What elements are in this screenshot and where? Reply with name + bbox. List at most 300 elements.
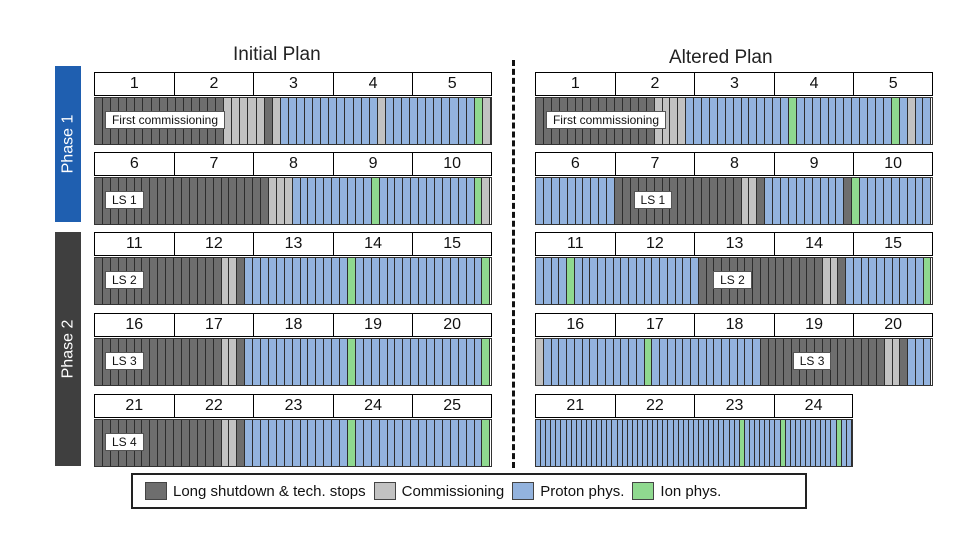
- schedule-segment: [552, 339, 560, 385]
- schedule-segment: [792, 258, 800, 304]
- year-cell: 4: [774, 72, 854, 96]
- schedule-segment: [900, 178, 908, 224]
- schedule-segment: [847, 420, 852, 466]
- schedule-segment: [583, 178, 591, 224]
- schedule-segment: [552, 178, 560, 224]
- schedule-segment: [761, 258, 769, 304]
- legend-swatch-commissioning: [374, 482, 396, 500]
- year-cell: 17: [615, 313, 695, 337]
- schedule-segment: [710, 178, 718, 224]
- schedule-segment: [893, 339, 901, 385]
- legend-item-shutdown: [145, 482, 366, 500]
- schedule-segment: [410, 98, 418, 144]
- schedule-segment: [435, 178, 443, 224]
- schedule-segment: [285, 420, 293, 466]
- schedule-segment: [813, 178, 821, 224]
- schedule-segment: [885, 339, 893, 385]
- schedule-segment: [253, 420, 261, 466]
- year-cell: 4: [333, 72, 413, 96]
- schedule-segment: [836, 178, 844, 224]
- schedule-segment: [427, 178, 435, 224]
- schedule-segment: [293, 420, 301, 466]
- initial-schedule-band-5: [94, 419, 492, 467]
- schedule-segment: [776, 339, 784, 385]
- initial-year-row-5: [94, 394, 492, 418]
- schedule-segment: [753, 258, 761, 304]
- year-cell: 3: [694, 72, 774, 96]
- schedule-segment: [877, 258, 885, 304]
- legend-label-ion: Ion phys.: [660, 482, 722, 500]
- schedule-segment: [769, 339, 777, 385]
- schedule-segment: [158, 258, 166, 304]
- schedule-segment: [742, 178, 750, 224]
- schedule-segment: [575, 339, 583, 385]
- schedule-segment: [301, 258, 309, 304]
- schedule-segment: [403, 420, 411, 466]
- schedule-segment: [364, 178, 372, 224]
- schedule-segment: [916, 339, 924, 385]
- schedule-segment: [345, 98, 353, 144]
- schedule-segment: [699, 339, 707, 385]
- schedule-segment: [380, 420, 388, 466]
- legend: [131, 473, 807, 509]
- year-cell: 17: [174, 313, 254, 337]
- year-cell: 6: [535, 152, 615, 176]
- schedule-segment: [868, 178, 876, 224]
- schedule-segment: [660, 339, 668, 385]
- schedule-segment: [467, 420, 475, 466]
- schedule-segment: [869, 339, 877, 385]
- schedule-segment: [150, 258, 158, 304]
- schedule-segment: [660, 258, 668, 304]
- schedule-segment: [781, 98, 789, 144]
- schedule-segment: [718, 178, 726, 224]
- schedule-segment: [356, 420, 364, 466]
- schedule-segment: [583, 258, 591, 304]
- schedule-segment: [364, 339, 372, 385]
- schedule-segment: [362, 98, 370, 144]
- year-cell: 13: [253, 232, 333, 256]
- schedule-segment: [869, 258, 877, 304]
- schedule-segment: [388, 258, 396, 304]
- schedule-segment: [332, 178, 340, 224]
- schedule-segment: [305, 98, 313, 144]
- legend-swatch-proton: [512, 482, 534, 500]
- schedule-segment: [237, 339, 245, 385]
- schedule-segment: [702, 178, 710, 224]
- schedule-segment: [95, 98, 103, 144]
- schedule-segment: [277, 420, 285, 466]
- schedule-segment: [536, 339, 544, 385]
- year-cell: 24: [774, 394, 854, 418]
- schedule-segment: [559, 339, 567, 385]
- initial-year-row-2: [94, 152, 492, 176]
- initial-schedule-band-2: [94, 177, 492, 225]
- schedule-segment: [324, 420, 332, 466]
- schedule-segment: [388, 420, 396, 466]
- schedule-segment: [443, 178, 451, 224]
- schedule-segment: [402, 98, 410, 144]
- schedule-segment: [277, 258, 285, 304]
- schedule-segment: [411, 420, 419, 466]
- schedule-segment: [150, 420, 158, 466]
- schedule-segment: [459, 178, 467, 224]
- year-cell: 15: [412, 232, 492, 256]
- schedule-segment: [450, 98, 458, 144]
- schedule-segment: [599, 178, 607, 224]
- schedule-segment: [838, 339, 846, 385]
- schedule-segment: [158, 339, 166, 385]
- schedule-segment: [637, 339, 645, 385]
- schedule-segment: [403, 178, 411, 224]
- schedule-segment: [182, 178, 190, 224]
- year-cell: 6: [94, 152, 174, 176]
- year-cell: 18: [694, 313, 774, 337]
- schedule-segment: [269, 258, 277, 304]
- schedule-segment: [150, 178, 158, 224]
- schedule-segment: [386, 98, 394, 144]
- schedule-segment: [372, 420, 380, 466]
- schedule-segment: [395, 420, 403, 466]
- schedule-segment: [174, 178, 182, 224]
- schedule-segment: [482, 178, 490, 224]
- schedule-segment: [576, 178, 584, 224]
- schedule-segment: [418, 98, 426, 144]
- schedule-segment: [583, 339, 591, 385]
- schedule-segment: [229, 420, 237, 466]
- schedule-segment: [301, 178, 309, 224]
- schedule-segment: [807, 258, 815, 304]
- schedule-segment: [332, 420, 340, 466]
- schedule-segment: [166, 420, 174, 466]
- schedule-segment: [742, 98, 750, 144]
- schedule-segment: [293, 178, 301, 224]
- schedule-segment: [699, 258, 707, 304]
- altered-plan-title: Altered Plan: [669, 47, 773, 68]
- schedule-segment: [459, 98, 467, 144]
- schedule-segment: [237, 420, 245, 466]
- schedule-segment: [749, 98, 757, 144]
- schedule-segment: [483, 98, 491, 144]
- schedule-segment: [166, 339, 174, 385]
- schedule-segment: [372, 178, 380, 224]
- schedule-segment: [356, 339, 364, 385]
- schedule-segment: [868, 98, 876, 144]
- schedule-segment: [482, 339, 490, 385]
- year-cell: 25: [412, 394, 492, 418]
- altered-year-row-5: [535, 394, 853, 418]
- schedule-segment: [821, 178, 829, 224]
- schedule-segment: [198, 339, 206, 385]
- initial-schedule-band-3: [94, 257, 492, 305]
- schedule-segment: [316, 258, 324, 304]
- year-cell: 12: [174, 232, 254, 256]
- schedule-segment: [606, 339, 614, 385]
- schedule-segment: [607, 178, 615, 224]
- schedule-segment: [308, 178, 316, 224]
- schedule-segment: [356, 258, 364, 304]
- schedule-segment: [224, 98, 232, 144]
- schedule-segment: [714, 339, 722, 385]
- year-cell: 5: [853, 72, 933, 96]
- schedule-segment: [885, 258, 893, 304]
- schedule-segment: [844, 178, 852, 224]
- schedule-segment: [198, 420, 206, 466]
- schedule-segment: [237, 178, 245, 224]
- legend-label-proton: Proton phys.: [540, 482, 625, 500]
- schedule-segment: [475, 339, 483, 385]
- year-cell: 20: [412, 313, 492, 337]
- schedule-segment: [269, 420, 277, 466]
- schedule-segment: [222, 258, 230, 304]
- schedule-segment: [846, 258, 854, 304]
- schedule-segment: [797, 98, 805, 144]
- schedule-segment: [459, 420, 467, 466]
- schedule-segment: [427, 420, 435, 466]
- schedule-segment: [395, 258, 403, 304]
- year-cell: 2: [615, 72, 695, 96]
- schedule-segment: [419, 339, 427, 385]
- schedule-segment: [730, 339, 738, 385]
- schedule-segment: [459, 258, 467, 304]
- year-cell: 18: [253, 313, 333, 337]
- schedule-segment: [301, 420, 309, 466]
- schedule-segment: [854, 258, 862, 304]
- schedule-segment: [683, 339, 691, 385]
- schedule-segment: [757, 178, 765, 224]
- schedule-segment: [823, 258, 831, 304]
- schedule-segment: [745, 339, 753, 385]
- schedule-segment: [232, 98, 240, 144]
- schedule-segment: [536, 258, 544, 304]
- schedule-segment: [467, 178, 475, 224]
- schedule-segment: [884, 98, 892, 144]
- schedule-segment: [316, 420, 324, 466]
- schedule-segment: [281, 98, 289, 144]
- schedule-segment: [340, 420, 348, 466]
- schedule-segment: [614, 339, 622, 385]
- legend-label-shutdown: Long shutdown & tech. stops: [173, 482, 366, 500]
- schedule-segment: [419, 258, 427, 304]
- schedule-segment: [702, 98, 710, 144]
- schedule-segment: [475, 258, 483, 304]
- schedule-segment: [854, 339, 862, 385]
- schedule-segment: [614, 258, 622, 304]
- schedule-segment: [559, 258, 567, 304]
- schedule-segment: [245, 339, 253, 385]
- schedule-segment: [348, 178, 356, 224]
- schedule-segment: [378, 98, 386, 144]
- schedule-segment: [734, 98, 742, 144]
- schedule-segment: [285, 258, 293, 304]
- schedule-segment: [174, 258, 182, 304]
- schedule-segment: [166, 258, 174, 304]
- year-cell: 11: [94, 232, 174, 256]
- schedule-segment: [862, 258, 870, 304]
- schedule-segment: [797, 178, 805, 224]
- schedule-segment: [356, 178, 364, 224]
- year-cell: 16: [535, 313, 615, 337]
- schedule-segment: [831, 258, 839, 304]
- year-cell: 20: [853, 313, 933, 337]
- year-cell: 5: [412, 72, 492, 96]
- legend-item-proton: [512, 482, 624, 500]
- schedule-segment: [923, 98, 931, 144]
- schedule-segment: [908, 339, 916, 385]
- schedule-segment: [380, 339, 388, 385]
- schedule-segment: [629, 339, 637, 385]
- schedule-segment: [269, 339, 277, 385]
- schedule-segment: [443, 339, 451, 385]
- schedule-segment: [253, 258, 261, 304]
- schedule-segment: [789, 98, 797, 144]
- schedule-segment: [908, 98, 916, 144]
- plan-divider: [512, 60, 515, 468]
- altered-period-label: First commissioning: [546, 111, 666, 129]
- schedule-segment: [686, 178, 694, 224]
- altered-period-label: LS 2: [713, 271, 752, 289]
- schedule-segment: [621, 258, 629, 304]
- schedule-segment: [623, 178, 631, 224]
- altered-year-row-3: [535, 232, 933, 256]
- schedule-segment: [293, 258, 301, 304]
- altered-schedule-band-5: [535, 419, 853, 467]
- schedule-segment: [652, 258, 660, 304]
- schedule-segment: [411, 258, 419, 304]
- altered-schedule-band-4: [535, 338, 933, 386]
- schedule-segment: [800, 258, 808, 304]
- schedule-segment: [893, 258, 901, 304]
- schedule-segment: [734, 178, 742, 224]
- schedule-segment: [916, 178, 924, 224]
- schedule-segment: [190, 339, 198, 385]
- year-cell: 19: [333, 313, 413, 337]
- schedule-segment: [395, 339, 403, 385]
- schedule-segment: [467, 98, 475, 144]
- phase-2-label: Phase 2: [59, 319, 76, 379]
- year-cell: 13: [694, 232, 774, 256]
- schedule-segment: [761, 339, 769, 385]
- schedule-segment: [324, 178, 332, 224]
- schedule-segment: [348, 258, 356, 304]
- schedule-segment: [426, 98, 434, 144]
- year-cell: 9: [333, 152, 413, 176]
- phase-1-bar: [55, 66, 81, 222]
- altered-period-label: LS 3: [793, 352, 832, 370]
- year-cell: 10: [412, 152, 492, 176]
- schedule-segment: [591, 178, 599, 224]
- year-cell: 9: [774, 152, 854, 176]
- schedule-segment: [852, 98, 860, 144]
- schedule-segment: [475, 98, 483, 144]
- year-cell: 22: [174, 394, 254, 418]
- year-cell: 12: [615, 232, 695, 256]
- schedule-segment: [348, 420, 356, 466]
- phase-1-label: Phase 1: [59, 114, 76, 174]
- schedule-segment: [229, 258, 237, 304]
- schedule-segment: [95, 420, 103, 466]
- schedule-segment: [265, 98, 273, 144]
- schedule-segment: [765, 98, 773, 144]
- schedule-segment: [372, 258, 380, 304]
- schedule-segment: [158, 420, 166, 466]
- schedule-segment: [784, 258, 792, 304]
- schedule-segment: [637, 258, 645, 304]
- schedule-segment: [166, 178, 174, 224]
- schedule-segment: [805, 98, 813, 144]
- schedule-segment: [560, 178, 568, 224]
- schedule-segment: [598, 258, 606, 304]
- year-cell: 7: [615, 152, 695, 176]
- schedule-segment: [451, 420, 459, 466]
- year-cell: 15: [853, 232, 933, 256]
- schedule-segment: [324, 339, 332, 385]
- legend-swatch-ion: [632, 482, 654, 500]
- schedule-segment: [332, 258, 340, 304]
- schedule-segment: [222, 339, 230, 385]
- initial-year-row-1: [94, 72, 492, 96]
- altered-period-label: LS 1: [634, 191, 673, 209]
- schedule-segment: [214, 420, 222, 466]
- schedule-segment: [289, 98, 297, 144]
- schedule-segment: [726, 98, 734, 144]
- schedule-segment: [285, 178, 293, 224]
- schedule-segment: [285, 339, 293, 385]
- schedule-segment: [678, 98, 686, 144]
- altered-year-row-1: [535, 72, 933, 96]
- year-cell: 21: [535, 394, 615, 418]
- year-cell: 10: [853, 152, 933, 176]
- schedule-segment: [908, 258, 916, 304]
- schedule-segment: [645, 258, 653, 304]
- schedule-segment: [451, 339, 459, 385]
- schedule-segment: [776, 258, 784, 304]
- schedule-segment: [691, 258, 699, 304]
- schedule-segment: [590, 258, 598, 304]
- schedule-segment: [475, 420, 483, 466]
- schedule-segment: [691, 339, 699, 385]
- schedule-segment: [229, 178, 237, 224]
- schedule-segment: [475, 178, 483, 224]
- schedule-segment: [95, 339, 103, 385]
- schedule-segment: [544, 258, 552, 304]
- schedule-segment: [190, 420, 198, 466]
- schedule-segment: [329, 98, 337, 144]
- schedule-segment: [308, 420, 316, 466]
- year-cell: 14: [333, 232, 413, 256]
- schedule-segment: [158, 178, 166, 224]
- schedule-segment: [206, 420, 214, 466]
- schedule-segment: [877, 339, 885, 385]
- year-cell: 8: [694, 152, 774, 176]
- schedule-segment: [427, 339, 435, 385]
- schedule-segment: [829, 178, 837, 224]
- schedule-segment: [434, 98, 442, 144]
- schedule-segment: [198, 178, 206, 224]
- schedule-segment: [916, 98, 924, 144]
- initial-year-row-3: [94, 232, 492, 256]
- schedule-segment: [297, 98, 305, 144]
- schedule-segment: [394, 98, 402, 144]
- schedule-segment: [836, 98, 844, 144]
- schedule-segment: [860, 98, 868, 144]
- schedule-segment: [606, 258, 614, 304]
- schedule-segment: [253, 178, 261, 224]
- schedule-segment: [678, 178, 686, 224]
- schedule-segment: [277, 339, 285, 385]
- schedule-segment: [575, 258, 583, 304]
- altered-year-row-4: [535, 313, 933, 337]
